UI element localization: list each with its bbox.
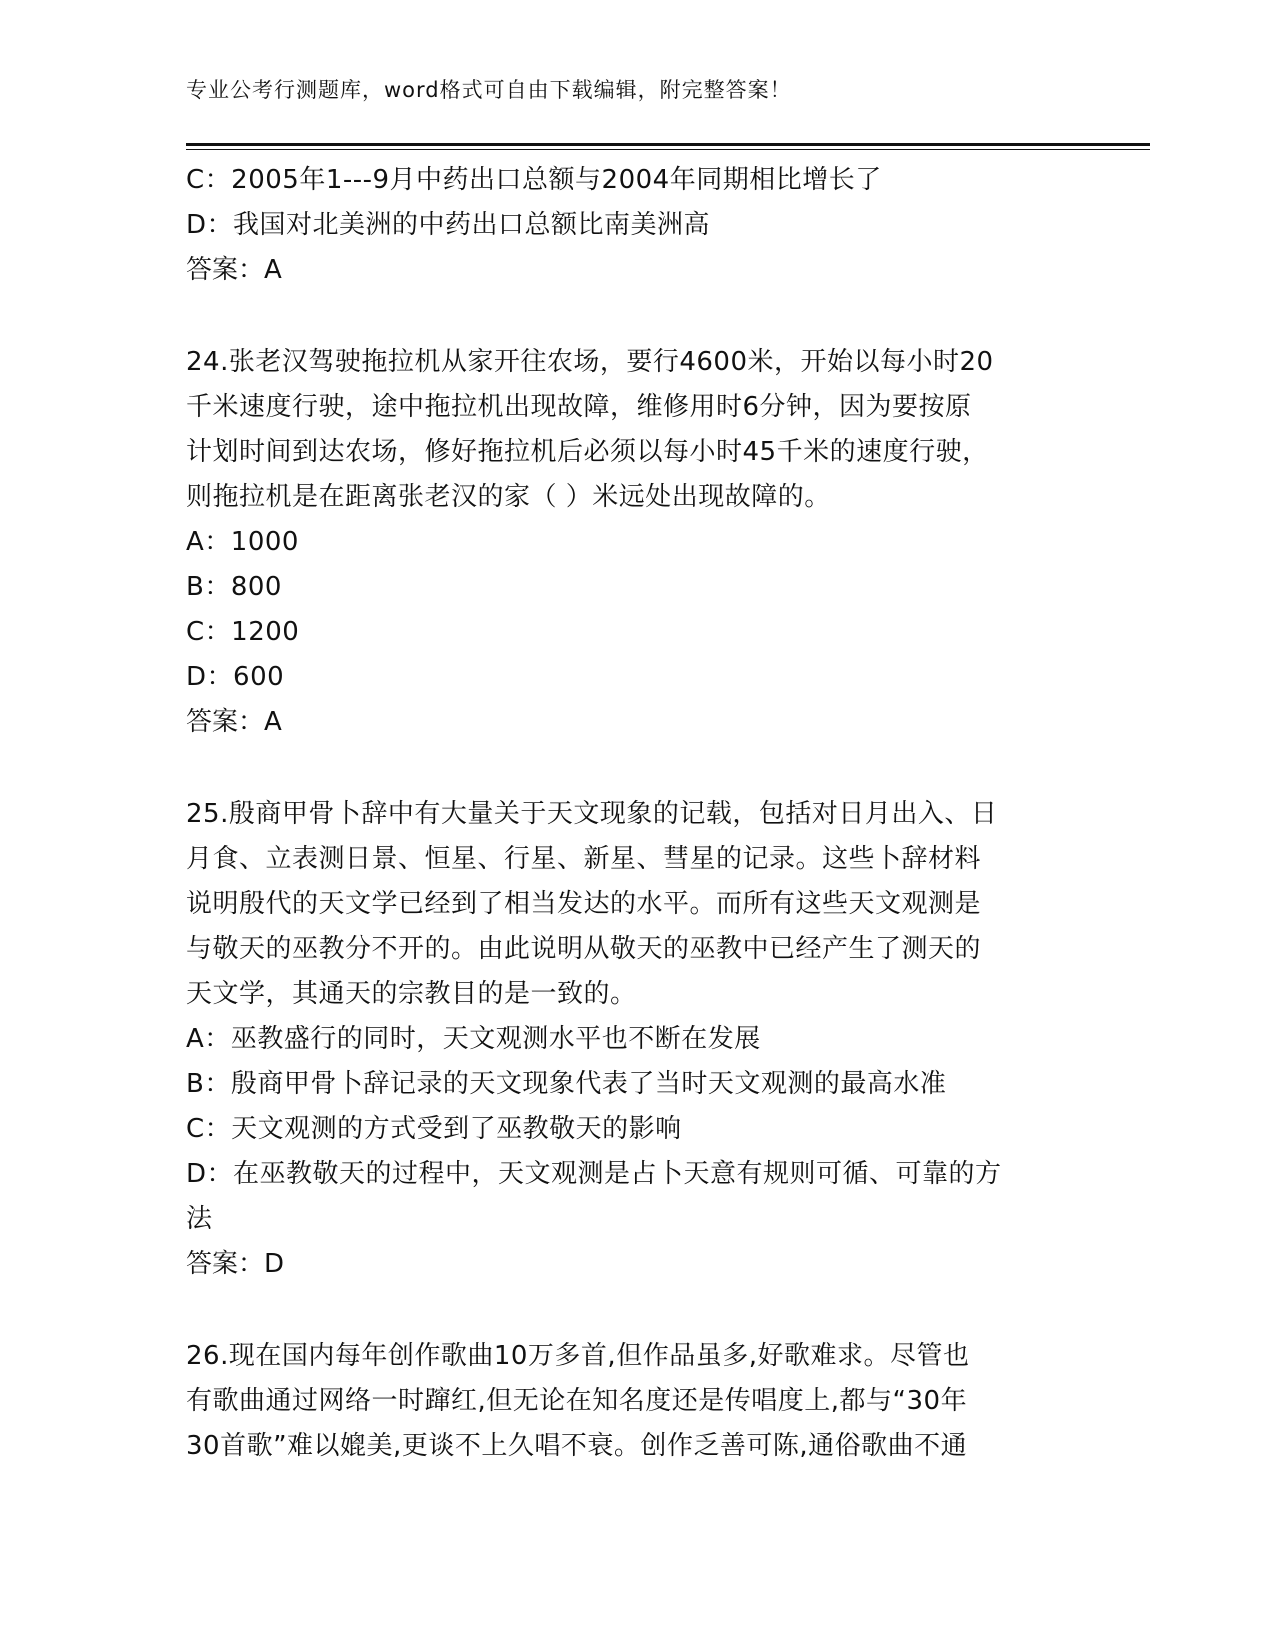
question-stem-line: 说明殷代的天文学已经到了相当发达的水平。而所有这些天文观测是 — [186, 889, 982, 919]
header-rule-thick — [186, 143, 1150, 146]
option-a: A：巫教盛行的同时，天文观测水平也不断在发展 — [186, 1024, 761, 1054]
question-23 — [186, 158, 1086, 293]
option-d-continuation: 法 — [186, 1204, 213, 1234]
option-c: C：天文观测的方式受到了巫教敬天的影响 — [186, 1114, 682, 1144]
question-stem-line: 有歌曲通过网络一时蹿红,但无论在知名度还是传唱度上,都与“30年 — [186, 1386, 968, 1416]
page-header: 专业公考行测题库，word格式可自由下载编辑，附完整答案！ — [186, 78, 792, 102]
answer: 答案：A — [186, 255, 282, 285]
option-d: D：我国对北美洲的中药出口总额比南美洲高 — [186, 210, 711, 240]
option-d: D：600 — [186, 662, 285, 692]
option-c: C：1200 — [186, 617, 300, 647]
question-stem-line: 30首歌”难以媲美,更谈不上久唱不衰。创作乏善可陈,通俗歌曲不通 — [186, 1431, 968, 1461]
question-stem-line: 月食、立表测日景、恒星、行星、新星、彗星的记录。这些卜辞材料 — [186, 844, 982, 874]
question-stem-line: 24.张老汉驾驶拖拉机从家开往农场，要行4600米，开始以每小时20 — [186, 347, 994, 377]
option-b: B：800 — [186, 572, 282, 602]
document-body — [186, 158, 1086, 1469]
question-stem-line: 与敬天的巫教分不开的。由此说明从敬天的巫教中已经产生了测天的 — [186, 934, 982, 964]
header-rule-thin — [186, 149, 1150, 150]
option-d: D：在巫教敬天的过程中，天文观测是占卜天意有规则可循、可靠的方 — [186, 1159, 1002, 1189]
option-b: B：殷商甲骨卜辞记录的天文现象代表了当时天文观测的最高水准 — [186, 1069, 947, 1099]
question-stem-line: 千米速度行驶，途中拖拉机出现故障，维修用时6分钟，因为要按原 — [186, 392, 972, 422]
question-stem-line: 则拖拉机是在距离张老汉的家（ ）米远处出现故障的。 — [186, 482, 831, 512]
question-stem-line: 26.现在国内每年创作歌曲10万多首,但作品虽多,好歌难求。尽管也 — [186, 1341, 970, 1371]
option-c: C：2005年1---9月中药出口总额与2004年同期相比增长了 — [186, 165, 882, 195]
answer: 答案：A — [186, 707, 282, 737]
question-stem-line: 天文学，其通天的宗教目的是一致的。 — [186, 979, 637, 1009]
option-a: A：1000 — [186, 527, 299, 557]
question-stem-line: 25.殷商甲骨卜辞中有大量关于天文现象的记载，包括对日月出入、日 — [186, 799, 998, 829]
question-25 — [186, 792, 1086, 1287]
question-24 — [186, 340, 1086, 745]
answer: 答案：D — [186, 1249, 285, 1279]
question-stem-line: 计划时间到达农场，修好拖拉机后必须以每小时45千米的速度行驶， — [186, 437, 989, 467]
question-26 — [186, 1334, 1086, 1469]
